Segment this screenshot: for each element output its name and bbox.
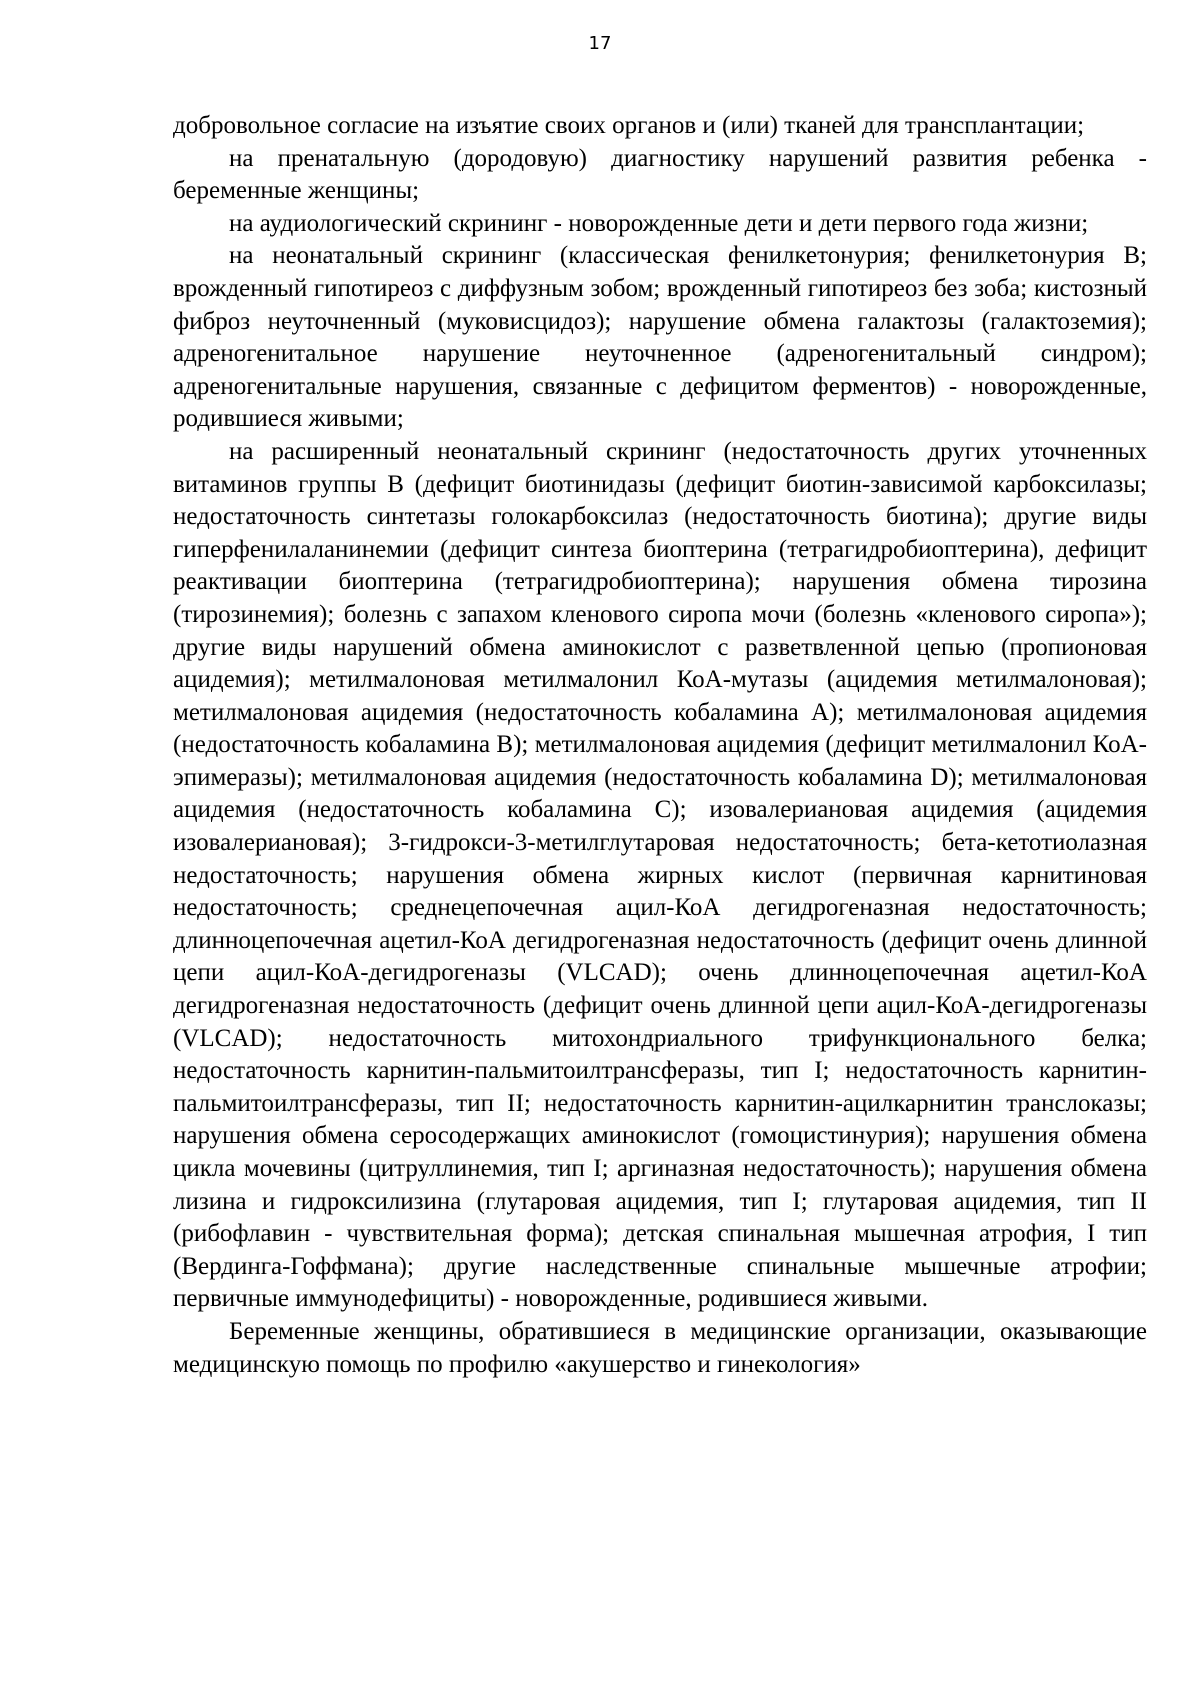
page-number: 17 bbox=[588, 33, 612, 54]
document-body bbox=[173, 110, 1147, 1381]
paragraph-audiological-screening: на аудиологический скрининг - новорожденные дети и дети первого года жизни; bbox=[229, 209, 1089, 237]
paragraph-prenatal-diagnostics: на пренатальную (дородовую) диагностику нарушений развития ребенка - беременные женщины; bbox=[173, 144, 1147, 205]
paragraph-neonatal-screening: на неонатальный скрининг (классическая фенилкетонурия; фенилкетонурия В; врожденный гипотиреоз с диффузным зобом; врожденный гипотиреоз без зоба; кистозный фиброз неуточненный (муковисцидоз); нарушение обмена галактозы (галактоземия); адреногенитальное нарушение неуточненное (адреногенитальный синдром); адреногенитальные нарушения, связанные с дефицитом ферментов) - новорожденные, родившиеся живыми; bbox=[173, 242, 1147, 433]
paragraph-extended-neonatal-screening: на расширенный неонатальный скрининг (недостаточность других уточненных витаминов группы В (дефицит биотинидазы (дефицит биотин-зависимой карбоксилазы; недостаточность синтетазы голокарбоксилаз (недостаточность биотина); другие виды гиперфенилаланинемии (дефицит синтеза биоптерина (тетрагидробиоптерина), дефицит реактивации биоптерина (тетрагидробиоптерина); нарушения обмена тирозина (тирозинемия); болезнь с запахом кленового сиропа мочи (болезнь «кленового сиропа»); другие виды нарушений обмена аминокислот с разветвленной цепью (пропионовая ацидемия); метилмалоновая метилмалонил КоА-мутазы (ацидемия метилмалоновая); метилмалоновая ацидемия (недостаточность кобаламина А); метилмалоновая ацидемия (недостаточность кобаламина В); метилмалоновая ацидемия (дефицит метилмалонил КоА-эпимеразы); метилмалоновая ацидемия (недостаточность кобаламина D); метилмалоновая ацидемия (недостаточность кобаламина С); изовалериановая ацидемия (ацидемия изовалериановая); 3-гидрокси-3-метилглутаровая недостаточность; бета-кетотиолазная недостаточность; нарушения обмена жирных кислот (первичная карнитиновая недостаточность; среднецепочечная ацил-КоА дегидрогеназная недостаточность; длинноцепочечная ацетил-КоА дегидрогеназная недостаточность (дефицит очень длинной цепи ацил-КоА-дегидрогеназы (VLCAD); очень длинноцепочечная ацетил-КоА дегидрогеназная недостаточность (дефицит очень длинной цепи ацил-КоА-дегидрогеназы (VLCAD); недостаточность митохондриального трифункционального белка; недостаточность карнитин-пальмитоилтрансферазы, тип I; недостаточность карнитин-пальмитоилтрансферазы, тип II; недостаточность карнитин-ацилкарнитин транслоказы; нарушения обмена серосодержащих аминокислот (гомоцистинурия); нарушения обмена цикла мочевины (цитруллинемия, тип I; аргиназная недостаточность); нарушения обмена лизина и гидроксилизина (глутаровая ацидемия, тип I; глутаровая ацидемия, тип II (рибофлавин - чувствительная форма); детская спинальная мышечная атрофия, I тип (Вердинга-Гоффмана); другие наследственные спинальные мышечные атрофии; первичные иммунодефициты) - новорожденные, родившиеся живыми. bbox=[173, 437, 1147, 1313]
paragraph-pregnant-women: Беременные женщины, обратившиеся в медицинские организации, оказывающие медицинскую помощь по профилю «акушерство и гинекология» bbox=[173, 1317, 1147, 1378]
paragraph-organ-donation-consent: добровольное согласие на изъятие своих органов и (или) тканей для трансплантации; bbox=[173, 112, 1085, 139]
